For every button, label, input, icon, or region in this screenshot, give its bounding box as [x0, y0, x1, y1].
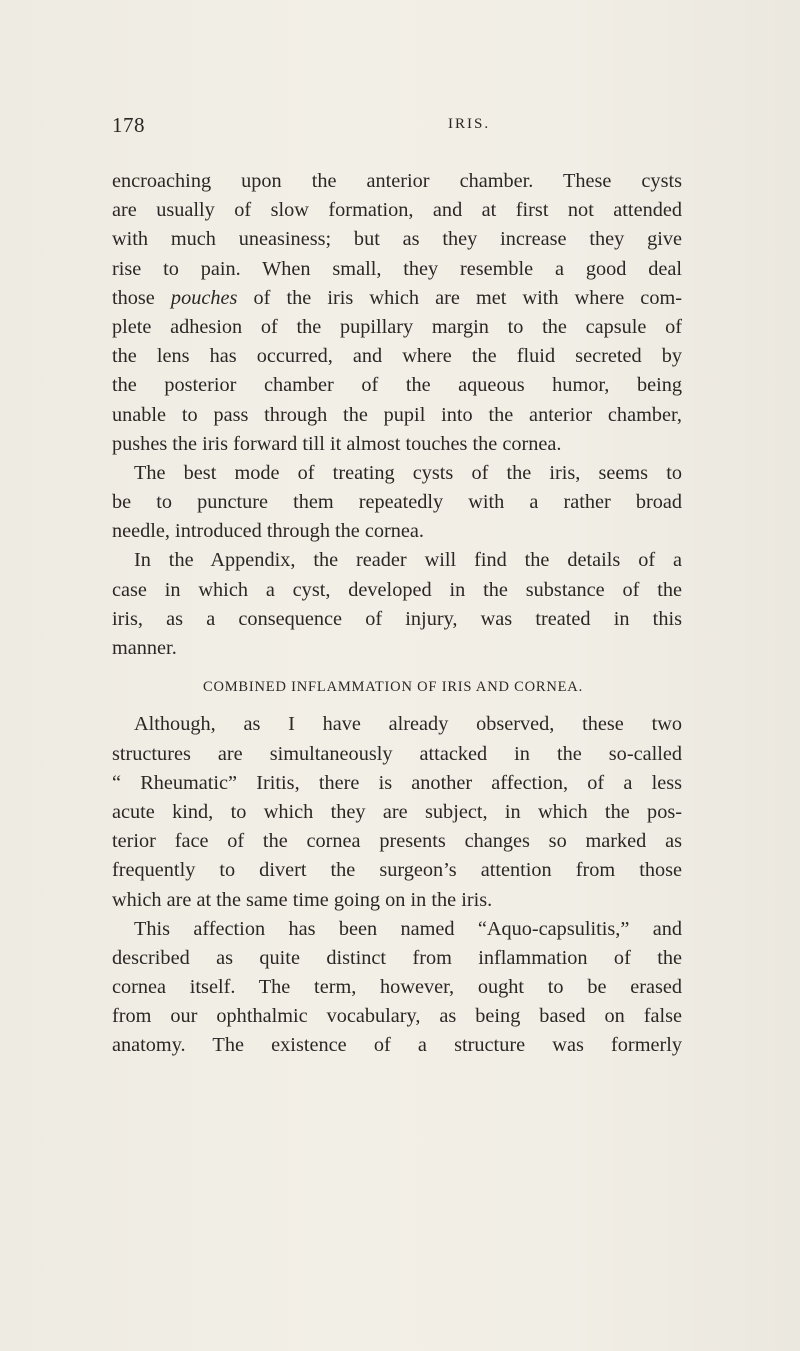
text-line [112, 284, 682, 313]
paragraph [112, 710, 682, 914]
italic-term: pouches [170, 286, 238, 309]
text-line: case in which a cyst, developed in the substance of the [112, 578, 682, 601]
section-heading: COMBINED INFLAMMATION OF IRIS AND CORNEA. [202, 679, 583, 696]
running-head: IRIS. [448, 116, 491, 132]
text-line: rise to pain. When small, they resemble a good deal [112, 257, 682, 280]
text-line: which are at the same time going on in the iris. [112, 888, 493, 911]
text-line: This affection has been named “Aquo-capsulitis,” and [134, 917, 682, 940]
paragraph [112, 167, 682, 459]
text-line: be to puncture them repeatedly with a rather broad [112, 491, 682, 514]
text-line: with much uneasiness; but as they increase they give [112, 228, 682, 251]
text-line: terior face of the cornea presents changes so marked as [112, 830, 682, 853]
paragraph [112, 546, 682, 663]
text-line: acute kind, to which they are subject, in which the pos- [112, 800, 682, 823]
text-line: frequently to divert the surgeon’s attention from those [112, 859, 682, 882]
text-run: those [112, 286, 171, 309]
text-line: structures are simultaneously attacked in the so-called [112, 742, 682, 765]
text-line: encroaching upon the anterior chamber. These cysts [112, 170, 682, 192]
paragraph [112, 459, 682, 547]
text-line: “ Rheumatic” Iritis, there is another affection, of a less [112, 771, 682, 794]
text-line: In the Appendix, the reader will find the details of a [134, 549, 682, 572]
text-line: are usually of slow formation, and at first not attended [112, 199, 682, 222]
text-line: needle, introduced through the cornea. [112, 520, 424, 543]
text-line: iris, as a consequence of injury, was treated in this [112, 607, 682, 630]
page-number: 178 [112, 113, 145, 137]
text-line: unable to pass through the pupil into the anterior chamber, [112, 403, 682, 426]
page-header [112, 113, 712, 137]
text-run: of the iris which are met with where com- [237, 286, 682, 309]
text-line: cornea itself. The term, however, ought to be erased [112, 976, 682, 999]
text-line: Although, as I have already observed, these two [134, 713, 682, 736]
text-line: manner. [112, 637, 177, 659]
text-line: the lens has occurred, and where the fluid secreted by [112, 345, 682, 368]
text-line: The best mode of treating cysts of the iris, seems to [134, 461, 682, 484]
text-line: the posterior chamber of the aqueous humor, being [112, 374, 682, 397]
paragraph [112, 915, 682, 1061]
text-line: from our ophthalmic vocabulary, as being based on false [112, 1005, 682, 1028]
text-line: pushes the iris forward till it almost touches the cornea. [112, 432, 562, 455]
body-text [112, 167, 682, 1061]
text-line: anatomy. The existence of a structure was formerly [112, 1034, 682, 1057]
text-line: plete adhesion of the pupillary margin to the capsule of [112, 315, 682, 338]
text-line: described as quite distinct from inflammation of the [112, 946, 682, 969]
